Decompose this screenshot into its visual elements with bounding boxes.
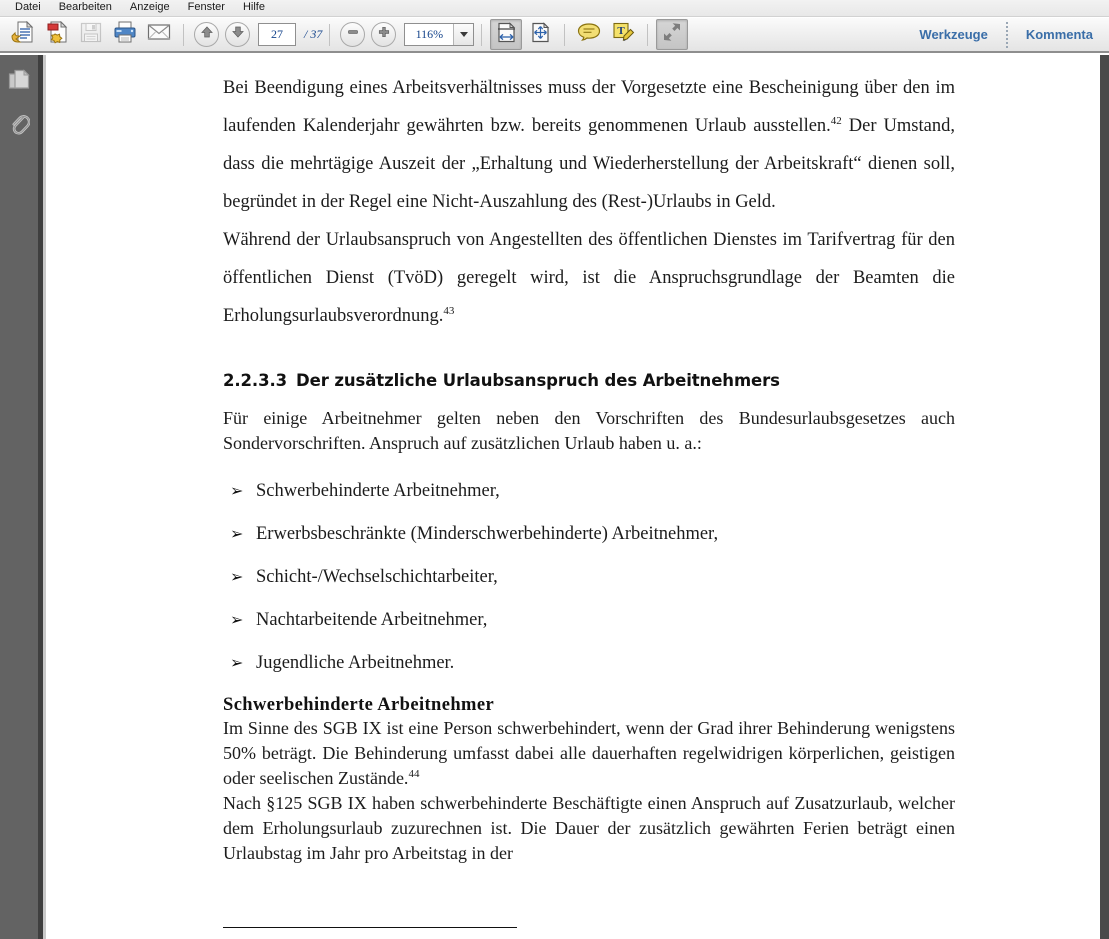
zoom-level-value[interactable]: 116% (415, 27, 444, 41)
arrow-bullet-icon: ➢ (230, 612, 244, 629)
paragraph-1b-text: Der Umstand, dass die mehrtägige Auszeit der „Erhaltung und Wiederherstellung der Arbeitskraft“ dienen soll, begründet in der Regel eine Nicht-Auszahlung des (Rest-)Urlaubs in Geld. (223, 116, 955, 212)
list-item (223, 642, 955, 685)
navigation-pane (0, 55, 38, 939)
page-number-input[interactable]: 27 (258, 23, 296, 46)
fit-page-button[interactable] (524, 19, 556, 50)
toolbar-separator-5 (647, 24, 648, 46)
section-title: Der zusätzliche Urlaubsanspruch des Arbeitnehmers (296, 371, 780, 390)
menu-hilfe[interactable]: Hilfe (242, 1, 265, 13)
save-button[interactable] (75, 19, 107, 50)
footnote-ref-44[interactable]: 44 (408, 768, 420, 780)
arrow-bullet-icon: ➢ (230, 569, 244, 586)
print-icon (113, 21, 137, 48)
spacer-after-heading (223, 390, 955, 406)
highlight-text-button[interactable] (607, 19, 639, 50)
zoom-dropdown-button[interactable] (453, 24, 473, 45)
list-item-label: Jugendliche Arbeitnehmer. (256, 653, 455, 673)
page-thumbnails-icon (8, 69, 30, 98)
spacer-before-list (223, 456, 955, 470)
chevron-down-icon (460, 32, 468, 37)
panel-divider (1006, 22, 1008, 48)
open-pdf-button[interactable] (7, 19, 39, 50)
menu-bar (0, 0, 1109, 17)
minus-icon (346, 25, 360, 44)
subsection-heading: Schwerbehinderte Arbeitnehmer (223, 695, 495, 715)
speech-bubble-icon (577, 22, 601, 47)
arrow-bullet-icon: ➢ (230, 655, 244, 672)
save-icon (80, 22, 102, 48)
paragraph-3: Für einige Arbeitnehmer gelten neben den Vorschriften des Bundesurlaubsgesetzes auch Sondervorschriften. Anspruch auf zusätzlichen Urlaub haben u. a.: (223, 408, 955, 453)
right-edge-strip (1100, 55, 1109, 939)
toolbar-separator-3 (481, 24, 482, 46)
comment-panel-button[interactable]: Kommenta (1025, 27, 1093, 42)
paragraph-5: Nach §125 SGB IX haben schwerbehinderte Beschäftigte einen Anspruch auf Zusatzurlaub, welcher dem Erholungsurlaub zuzurechnen ist. Die Dauer der zusätzlich gewährten Ferien beträgt einen Urlaubstag im Jahr pro Arbeitstag in der (223, 793, 955, 863)
text-highlight-icon (612, 22, 635, 48)
email-button[interactable] (143, 19, 175, 50)
list-item (223, 470, 955, 513)
paragraph-2-text: Während der Urlaubsanspruch von Angestellten des öffentlichen Dienstes im Tarifvertrag für den öffentlichen Dienst (TvöD) geregelt wird, ist die Anspruchsgrundlage der Beamten die Erholungsurlaubsverordnung. (223, 230, 955, 326)
toolbar-right-group (903, 18, 1109, 51)
plus-icon (377, 25, 391, 44)
section-heading (223, 371, 955, 390)
arrow-down-icon (231, 25, 245, 44)
paragraph-4 (223, 716, 955, 791)
menu-datei[interactable]: Datei (15, 1, 41, 13)
zoom-control[interactable] (404, 23, 474, 46)
sidebar-item-attachments[interactable] (0, 104, 38, 146)
arrow-bullet-icon: ➢ (230, 483, 244, 500)
zoom-in-button[interactable] (371, 22, 396, 47)
sidebar-item-page-thumbnails[interactable] (0, 62, 38, 104)
main-toolbar (0, 18, 1109, 53)
create-pdf-button[interactable] (41, 19, 73, 50)
pdf-page (46, 55, 1100, 939)
fullscreen-button[interactable] (656, 19, 688, 50)
svg-text:T: T (617, 24, 625, 37)
add-comment-button[interactable] (573, 19, 605, 50)
list-item-label: Schicht-/Wechselschichtarbeiter, (256, 567, 498, 587)
list-item (223, 556, 955, 599)
spacer-before-subheading (223, 685, 955, 695)
menu-bearbeiten[interactable]: Bearbeiten (58, 1, 112, 13)
paragraph-1-text: Bei Beendigung eines Arbeitsverhältnisses muss der Vorgesetzte eine Bescheinigung über den im laufenden Kalenderjahr gewährten bzw. bereits genommenen Urlaub ausstellen. (223, 78, 955, 136)
page-content (223, 69, 955, 866)
list-item-label: Schwerbehinderte Arbeitnehmer, (256, 481, 500, 501)
menu-fenster[interactable]: Fenster (187, 1, 225, 13)
list-item-label: Erwerbsbeschränkte (Minderschwerbehinderte) Arbeitnehmer, (256, 524, 719, 544)
fit-width-button[interactable] (490, 19, 522, 50)
fit-page-icon (530, 22, 551, 48)
bullet-list (223, 470, 955, 685)
toolbar-separator (183, 24, 184, 46)
zoom-out-button[interactable] (340, 22, 365, 47)
list-item (223, 599, 955, 642)
paragraph-1 (223, 69, 955, 221)
paragraph-4-text: Im Sinne des SGB IX ist eine Person schwerbehindert, wenn der Grad ihrer Behinderung wenigstens 50% beträgt. Die Behinderung umfasst dabei alle dauerhaften regelwidrigen körperlichen, geistigen oder seelischen Zustände. (223, 718, 955, 788)
list-item-label: Nachtarbeitende Arbeitnehmer, (256, 610, 488, 630)
page-total-label: / 37 (304, 27, 323, 41)
fit-width-icon (496, 22, 517, 48)
document-viewport[interactable] (46, 55, 1100, 939)
list-item (223, 513, 955, 556)
spacer-before-heading (223, 335, 955, 371)
next-page-button[interactable] (225, 22, 250, 47)
previous-page-button[interactable] (194, 22, 219, 47)
tools-panel-button[interactable]: Werkzeuge (919, 27, 988, 42)
print-button[interactable] (109, 19, 141, 50)
create-pdf-icon (45, 21, 69, 49)
open-pdf-icon (11, 21, 35, 49)
paragraph-2 (223, 221, 955, 335)
arrow-up-icon (200, 25, 214, 44)
section-number: 2.2.3.3 (223, 371, 288, 390)
arrow-bullet-icon: ➢ (230, 526, 244, 543)
fullscreen-icon (662, 22, 682, 47)
attachments-icon (8, 110, 30, 141)
menu-anzeige[interactable]: Anzeige (129, 1, 170, 13)
footnote-ref-43[interactable]: 43 (443, 304, 455, 317)
toolbar-separator-2 (329, 24, 330, 46)
email-icon (147, 23, 171, 46)
footnote-ref-42[interactable]: 42 (830, 114, 842, 127)
toolbar-separator-4 (564, 24, 565, 46)
footnote-separator (223, 927, 517, 928)
